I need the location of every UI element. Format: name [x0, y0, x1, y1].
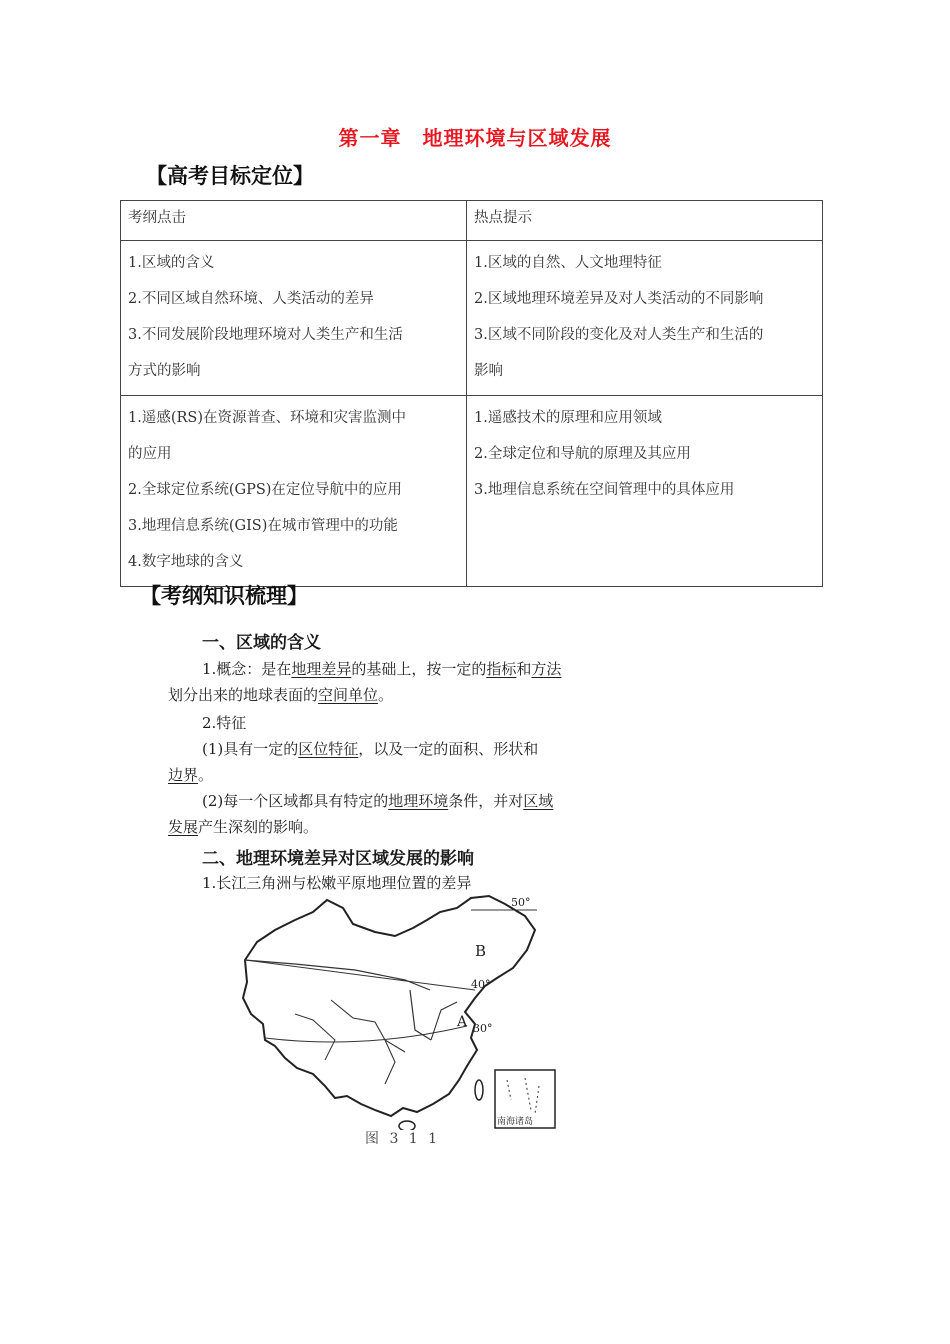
- row1-right-cell: [467, 241, 823, 396]
- list-item: 2.全球定位和导航的原理及其应用: [474, 446, 691, 462]
- text: 。: [198, 766, 214, 784]
- feature-line-4: [168, 816, 318, 837]
- goals-table: [120, 200, 823, 587]
- table-row: [121, 396, 823, 587]
- list-item: 3.区域不同阶段的变化及对人类生产和生活的: [474, 327, 764, 343]
- list-item: 2.全球定位系统(GPS)在定位导航中的应用: [128, 482, 402, 498]
- list-item: 的应用: [128, 446, 172, 462]
- underlined-term: 指标: [486, 660, 517, 678]
- inset-dashes: [507, 1078, 539, 1114]
- subheading-environment-difference: 二、地理环境差异对区域发展的影响: [202, 849, 474, 869]
- text: 产生深刻的影响。: [198, 818, 319, 836]
- concept-line-2: [168, 684, 393, 705]
- inset-label: 南海诸岛: [497, 1117, 534, 1127]
- table-row: [121, 241, 823, 396]
- underlined-term: 边界: [168, 766, 199, 784]
- header-right: 热点提示: [467, 201, 823, 241]
- feature-line-1: [202, 738, 538, 759]
- feature-line-3: [202, 790, 553, 811]
- underlined-term: 地理环境: [388, 792, 449, 810]
- scanned-textbook-excerpt: [160, 618, 630, 1158]
- text: 条件，并对: [448, 792, 524, 810]
- list-item: 1.区域的自然、人文地理特征: [474, 255, 662, 271]
- label-b: B: [475, 942, 487, 960]
- page-title: 第一章 地理环境与区域发展: [338, 126, 612, 150]
- list-item: 1.遥感技术的原理和应用领域: [474, 410, 662, 426]
- table-header-row: [121, 201, 823, 241]
- taiwan-island: [475, 1080, 483, 1100]
- row2-left-cell: [121, 396, 467, 587]
- list-item: 4.数字地球的含义: [128, 554, 244, 570]
- underlined-term: 区域: [523, 792, 554, 810]
- figure-caption: 图 3 1 1: [365, 1131, 441, 1147]
- concept-line-1: [202, 658, 561, 679]
- sub-item-1: 1.长江三角洲与松嫩平原地理位置的差异: [202, 874, 472, 892]
- underlined-term: 区位特征: [298, 740, 359, 758]
- underlined-term: 方法: [531, 660, 562, 678]
- latitude-30-line: [265, 1026, 467, 1042]
- text: (1)具有一定的: [202, 740, 299, 758]
- text: 划分出来的地球表面的: [168, 686, 319, 704]
- lat-30-label: 30°: [473, 1022, 493, 1035]
- list-item: 2.区域地理环境差异及对人类活动的不同影响: [474, 291, 764, 307]
- underlined-term: 发展: [168, 818, 199, 836]
- list-item: 3.不同发展阶段地理环境对人类生产和生活: [128, 327, 403, 343]
- header-left: 考纲点击: [121, 201, 467, 241]
- list-item: 2.不同区域自然环境、人类活动的差异: [128, 291, 374, 307]
- list-item: 1.遥感(RS)在资源普查、环境和灾害监测中: [128, 410, 406, 426]
- underlined-term: 地理差异: [291, 660, 352, 678]
- row1-left-cell: [121, 241, 467, 396]
- section-heading-goals: 【高考目标定位】: [146, 164, 314, 188]
- text: 和: [516, 660, 532, 678]
- internal-boundary: [385, 1040, 395, 1084]
- row2-right-cell: [467, 396, 823, 587]
- label-a: A: [457, 1014, 468, 1030]
- text: 的基础上，按一定的: [351, 660, 487, 678]
- internal-boundary: [245, 960, 430, 990]
- list-item: 影响: [474, 363, 503, 379]
- section-heading-knowledge: 【考纲知识梳理】: [140, 584, 308, 608]
- internal-boundary: [431, 1002, 457, 1040]
- underlined-term: 空间单位: [318, 686, 379, 704]
- internal-boundary: [410, 990, 431, 1040]
- text: ，以及一定的面积、形状和: [358, 740, 539, 758]
- feature-line-2: [168, 764, 213, 785]
- country-outline: [243, 896, 535, 1116]
- list-item: 方式的影响: [128, 363, 201, 379]
- text: 。: [378, 686, 394, 704]
- text: (2)每一个区域都具有特定的: [202, 792, 389, 810]
- list-item: 3.地理信息系统在空间管理中的具体应用: [474, 482, 735, 498]
- feature-label: 2.特征: [202, 714, 247, 732]
- subheading-region-meaning: 一、区域的含义: [202, 633, 321, 653]
- internal-boundary: [295, 1014, 335, 1060]
- text: 1.概念：是在: [202, 660, 292, 678]
- lat-40-label: 40°: [471, 978, 491, 991]
- china-outline-map: [235, 890, 565, 1130]
- lat-50-label: 50°: [511, 896, 531, 909]
- internal-boundary: [331, 1000, 405, 1052]
- latitude-40-line: [245, 960, 475, 990]
- list-item: 3.地理信息系统(GIS)在城市管理中的功能: [128, 518, 398, 534]
- list-item: 1.区域的含义: [128, 255, 215, 271]
